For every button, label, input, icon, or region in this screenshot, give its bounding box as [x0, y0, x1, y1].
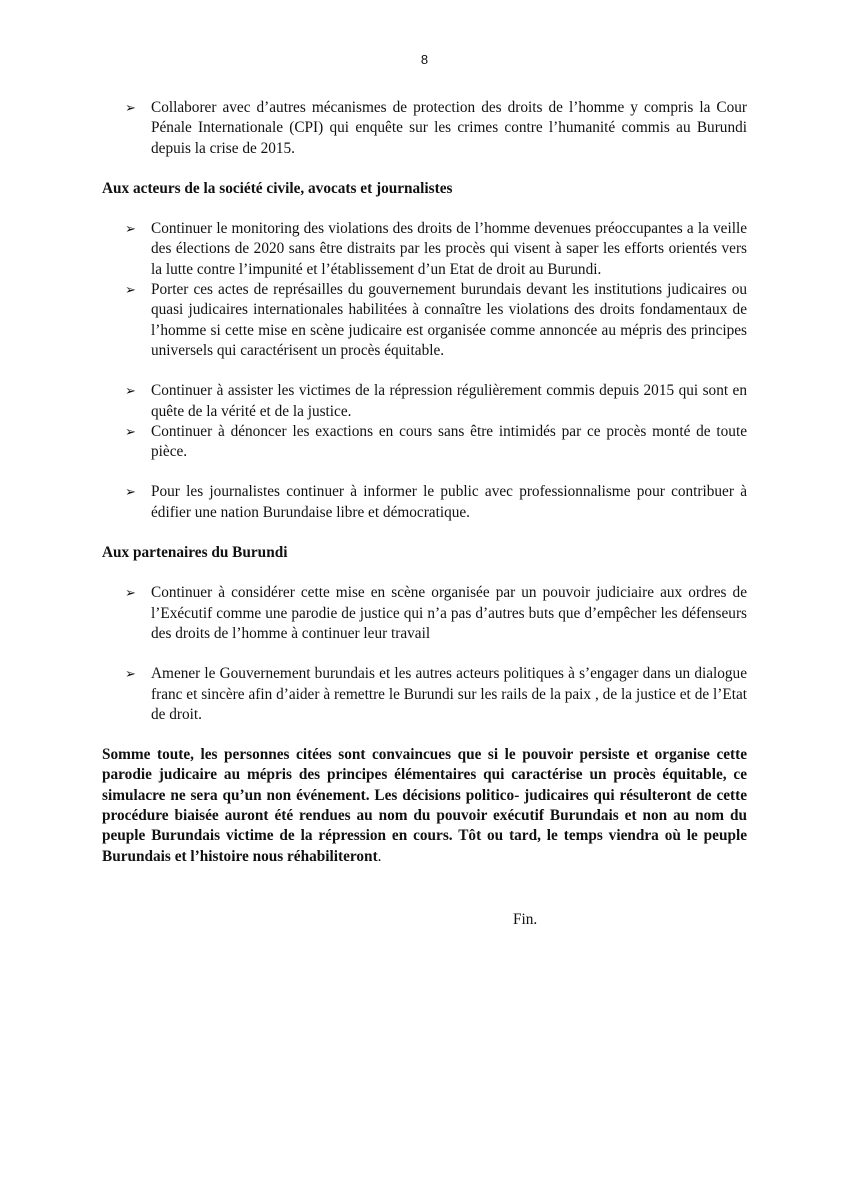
arrow-bullet-icon: ➢	[125, 666, 136, 682]
arrow-bullet-icon: ➢	[125, 585, 136, 601]
arrow-bullet-icon: ➢	[125, 383, 136, 399]
arrow-bullet-icon: ➢	[125, 100, 136, 115]
bullet-item-journalists	[102, 482, 747, 523]
document-body	[102, 98, 747, 867]
bullet-item-parody	[102, 583, 747, 644]
bullet-text: Continuer à assister les victimes de la répression régulièrement commis depuis 2015 qui sont en quête de la vérité et de la justice.	[151, 382, 747, 420]
conclusion-paragraph	[102, 745, 747, 867]
section-heading-civil-society: Aux acteurs de la société civile, avocats et journalistes	[102, 179, 453, 197]
arrow-bullet-icon: ➢	[125, 282, 136, 298]
bullet-text: Continuer le monitoring des violations des droits de l’homme devenues préoccupantes a la veille des élections de 2020 sans être distraits par les procès qui visent à saper les efforts orientés vers la lutte contre l’impunité et l’établissement d’un Etat de droit au Burundi.	[151, 220, 747, 278]
arrow-bullet-icon: ➢	[125, 221, 136, 237]
bullet-item-monitoring	[102, 219, 747, 280]
conclusion-text: Somme toute, les personnes citées sont convaincues que si le pouvoir persiste et organise cette parodie judicaire au mépris des principes élémentaires qui caractérise un procès équitable, ce simulacre ne sera qu’un non événement. Les décisions politico- judicaires qui résulteront de cette procédure biaisée auront été rendues au nom du pouvoir exécutif Burundais et non au nom du peuple Burundais victime de la répression en cours. Tôt ou tard, le temps viendra où le peuple Burundais et l’histoire nous réhabiliteront	[102, 746, 747, 865]
bullet-text: Porter ces actes de représailles du gouvernement burundais devant les institutions judicaires ou quasi judicaires internationales habilitées à connaître les violations des droits fondamentaux de l’homme si cette mise en scène judicaire est organisée comme annoncée au mépris des principes universels qui caractérisent un procès équitable.	[151, 281, 747, 359]
bullet-item-assist-victims	[102, 381, 747, 422]
bullet-text: Continuer à dénoncer les exactions en cours sans être intimidés par ce procès monté de toute pièce.	[151, 422, 747, 461]
bullet-item-denounce	[102, 422, 747, 463]
bullet-text: Pour les journalistes continuer à informer le public avec professionnalisme pour contribuer à édifier une nation Burundaise libre et démocratique.	[151, 483, 747, 521]
bullet-item-cpi	[102, 98, 747, 159]
bullet-text: Continuer à considérer cette mise en scène organisée par un pouvoir judiciaire aux ordres de l’Exécutif comme une parodie de justice qui n’a pas d’autres buts que d’empêcher les défenseurs des droits de l’homme à continuer leur travail	[151, 584, 747, 642]
arrow-bullet-icon: ➢	[125, 423, 136, 439]
bullet-item-reprisals	[102, 280, 747, 361]
conclusion-period: .	[377, 847, 382, 865]
closing-word: Fin.	[513, 911, 538, 928]
bullet-text: Collaborer avec d’autres mécanismes de protection des droits de l’homme y compris la Cour Pénale Internationale (CPI) qui enquête sur les crimes contre l’humanité commis au Burundi depuis la crise de 2015.	[151, 99, 747, 157]
arrow-bullet-icon: ➢	[125, 484, 136, 500]
bullet-item-dialogue	[102, 664, 747, 725]
page-number: 8	[420, 52, 429, 67]
section-heading-partners: Aux partenaires du Burundi	[102, 544, 288, 562]
bullet-text: Amener le Gouvernement burundais et les autres acteurs politiques à s’engager dans un dialogue franc et sincère afin d’aider à remettre le Burundi sur les rails de la paix , de la justice et de l’Etat de droit.	[151, 665, 747, 723]
